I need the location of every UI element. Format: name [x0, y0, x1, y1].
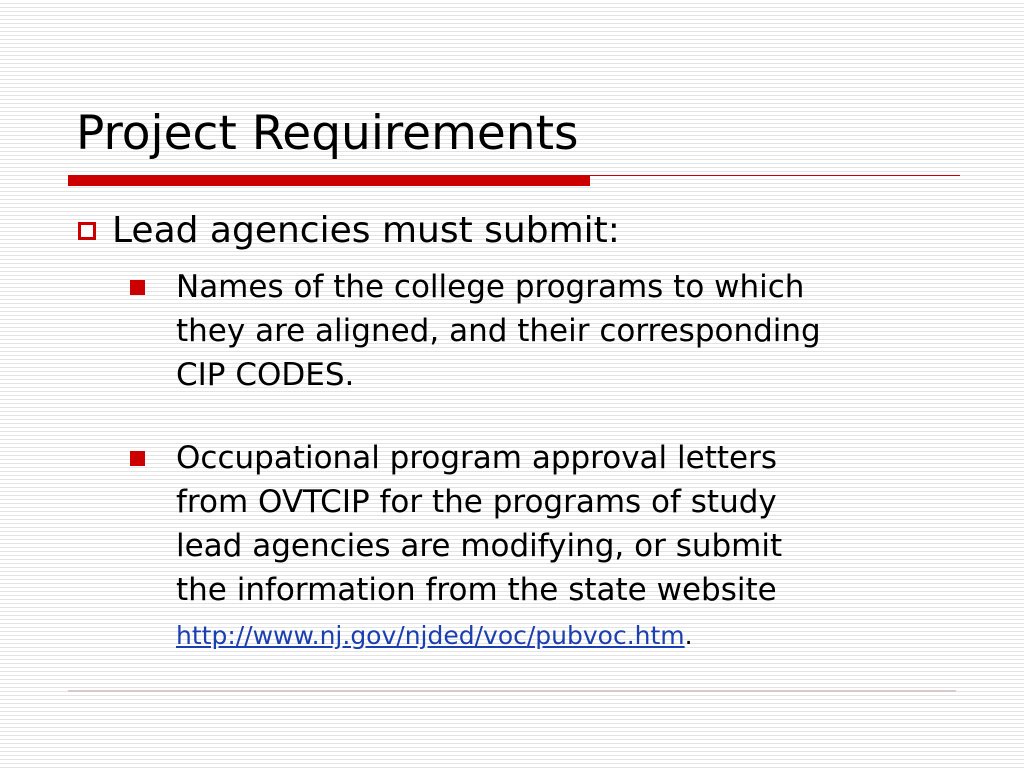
bullet-level1-text: Lead agencies must submit:	[112, 210, 620, 251]
bullet-level2-cip-codes	[130, 265, 960, 397]
link-suffix: .	[684, 621, 693, 650]
text-line: Occupational program approval letters	[176, 440, 777, 476]
text-line: from OVTCIP for the programs of study	[176, 484, 777, 520]
bullet-level2-text	[176, 265, 960, 397]
text-line: they are aligned, and their corresponding	[176, 313, 821, 349]
state-website-link[interactable]: http://www.nj.gov/njded/voc/pubvoc.htm	[176, 621, 685, 650]
bullet-level2-approval-letters	[130, 436, 960, 658]
slide-title: Project Requirements	[76, 106, 579, 161]
text-line: Names of the college programs to which	[176, 269, 805, 305]
solid-square-icon	[130, 451, 145, 466]
text-line: CIP CODES.	[176, 357, 355, 393]
title-divider-thick	[68, 176, 590, 186]
bottom-divider	[68, 690, 956, 692]
hollow-square-icon	[78, 222, 96, 240]
bullet-level2-text	[176, 436, 960, 658]
solid-square-icon	[130, 280, 145, 295]
link-line	[176, 612, 960, 658]
bullet-level1	[78, 208, 620, 254]
text-line: the information from the state website	[176, 572, 777, 608]
text-line: lead agencies are modifying, or submit	[176, 528, 783, 564]
